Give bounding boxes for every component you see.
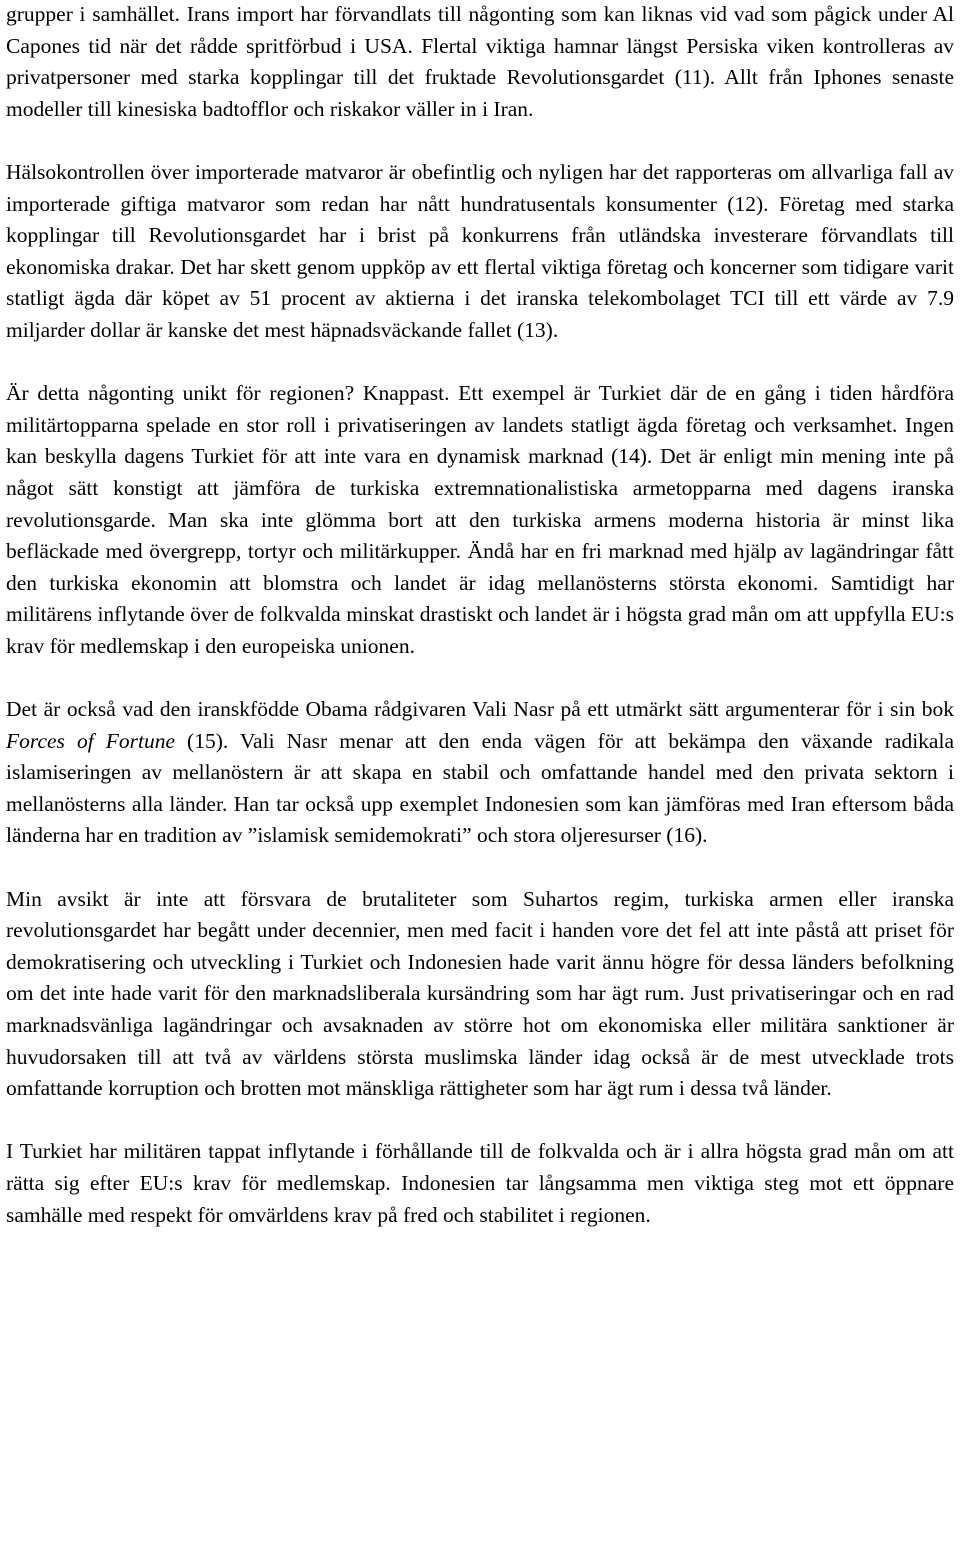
paragraph-6: I Turkiet har militären tappat inflytande i förhållande till de folkvalda och är i allra högsta grad mån om att rätta sig efter EU:s krav för medlemskap. Indonesien tar långsamma men viktiga steg mot ett öppnare samhälle med respekt för omvärldens krav på fred och stabilitet i regionen. [6, 1139, 954, 1227]
paragraph-4-text-before: Det är också vad den iranskfödde Obama rådgivaren Vali Nasr på ett utmärkt sätt argumenterar för i sin bok [6, 697, 954, 722]
paragraph-3: Är detta någonting unikt för regionen? Knappast. Ett exempel är Turkiet där de en gång i tiden hårdföra militärtopparna spelade en stor roll i privatiseringen av landets statligt ägda företag och verksamhet. Ingen kan beskylla dagens Turkiet för att inte vara en dynamisk marknad (14). Det är enligt min mening inte på något sätt konstigt att jämföra de turkiska extremnationalistiska armetopparna med dagens iranska revolutionsgarde. Man ska inte glömma bort att den turkiska armens moderna historia är minst lika befläckade med övergrepp, tortyr och militärkupper. Ändå har en fri marknad med hjälp av lagändringar fått den turkiska ekonomin att blomstra och landet är idag mellanösterns största ekonomi. Samtidigt har militärens inflytande över de folkvalda minskat drastiskt och landet är i högsta grad mån om att uppfylla EU:s krav för medlemskap i den europeiska unionen. [6, 381, 954, 658]
paragraph-1: grupper i samhället. Irans import har förvandlats till någonting som kan liknas vid vad som pågick under Al Capones tid när det rådde spritförbud i USA. Flertal viktiga hamnar längst Persiska viken kontrolleras av privatpersoner med starka kopplingar till det fruktade Revolutionsgardet (11). Allt från Iphones senaste modeller till kinesiska badtofflor och riskakor väller in i Iran. [6, 2, 954, 121]
paragraph-5: Min avsikt är inte att försvara de brutaliteter som Suhartos regim, turkiska armen eller iranska revolutionsgardet har begått under decennier, men med facit i handen vore det fel att inte påstå att priset för demokratisering och utveckling i Turkiet och Indonesien hade varit ännu högre för dessa länders befolkning om det inte hade varit för den marknadsliberala kursändring som har ägt rum. Just privatiseringar och en rad marknadsvänliga lagändringar och avsaknaden av större hot om ekonomiska eller militära sanktioner är huvudorsaken till att två av världens största muslimska länder idag också är de mest utvecklade trots omfattande korruption och brotten mot mänskliga rättigheter som har ägt rum i dessa två länder. [6, 886, 954, 1101]
paragraph-2: Hälsokontrollen över importerade matvaror är obefintlig och nyligen har det rapporteras om allvarliga fall av importerade giftiga matvaror som redan har nått hundratusentals konsumenter (12). Företag med starka kopplingar till Revolutionsgardet har i brist på konkurrens från utländska investerare förvandlats till ekonomiska drakar. Det har skett genom uppköp av ett flertal viktiga företag och koncerner som tidigare varit statligt ägda där köpet av 51 procent av aktierna i det iranska telekombolaget TCI till ett värde av 7.9 miljarder dollar är kanske det mest häpnadsväckande fallet (13). [6, 159, 954, 342]
book-title: Forces of Fortune [6, 728, 175, 753]
paragraph-4 [6, 694, 954, 852]
paragraph-4-text-after: (15). Vali Nasr menar att den enda vägen för att bekämpa den växande radikala islamiseringen av mellanöstern är att skapa en stabil och omfattande handel med den privata sektorn i mellanösterns alla länder. Han tar också upp exemplet Indonesien som kan jämföras med Iran eftersom båda länderna har en tradition av ”islamisk semidemokrati” och stora oljeresurser (16). [6, 728, 954, 848]
